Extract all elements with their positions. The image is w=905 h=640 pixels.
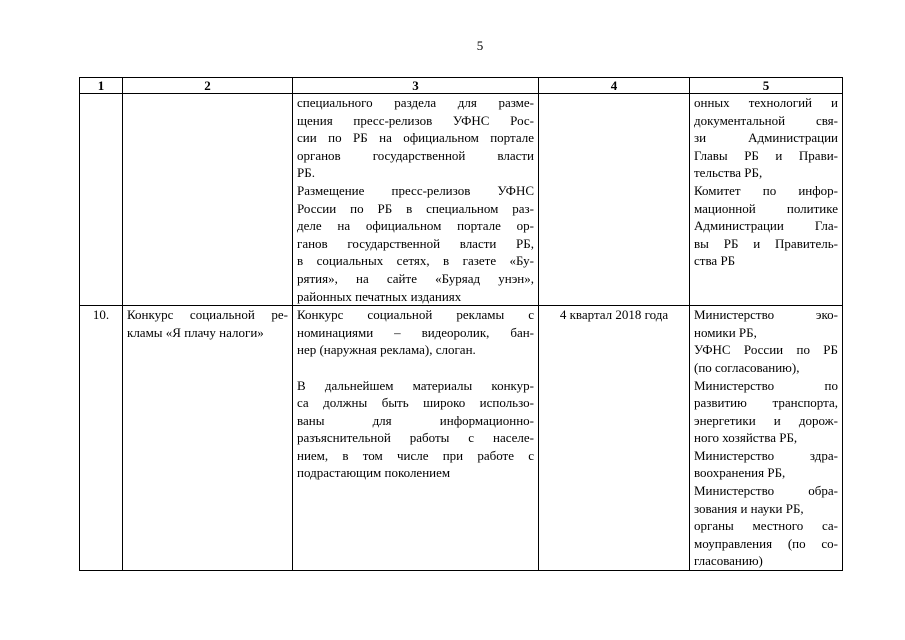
- table-row: [80, 94, 843, 306]
- event-content-cell: [293, 94, 539, 306]
- row-number-cell: 10.: [80, 306, 123, 571]
- responsible-line: ства РБ: [694, 253, 736, 269]
- content-line: Размещение пресс-релизов УФНС: [297, 182, 534, 198]
- responsible-line: Министерство здра-: [694, 447, 838, 463]
- table-header-row: [80, 78, 843, 94]
- event-name-cell: [123, 94, 293, 306]
- responsible-line: зования и науки РБ,: [694, 500, 804, 516]
- responsible-line: Министерство эко-: [694, 307, 838, 323]
- content-line: подрастающим поколением: [297, 465, 451, 481]
- responsible-line: Комитет по инфор-: [694, 182, 838, 198]
- header-col-4: 4: [539, 78, 690, 94]
- content-line: РБ.: [297, 165, 315, 181]
- responsible-line: воохранения РБ,: [694, 465, 786, 481]
- responsible-line: документальной свя-: [694, 112, 838, 128]
- content-line: районных печатных изданиях: [297, 288, 462, 304]
- responsible-line: УФНС России по РБ: [694, 342, 838, 358]
- responsible-line: Министерство по: [694, 377, 838, 393]
- content-line: деле на официальном портале ор-: [297, 218, 534, 234]
- content-line: са должны быть широко использо-: [297, 395, 534, 411]
- content-line: ваны для информационно-: [297, 412, 534, 428]
- table-row: [80, 306, 843, 571]
- name-line: кламы «Я плачу налоги»: [127, 324, 264, 340]
- content-paragraph: [297, 182, 534, 305]
- event-content-cell: [293, 306, 539, 571]
- content-line: нер (наружная реклама), слоган.: [297, 342, 476, 358]
- responsible-line: вы РБ и Правитель-: [694, 235, 838, 251]
- content-line: В дальнейшем материалы конкур-: [297, 377, 534, 393]
- content-line: разъяснительной работы с населе-: [297, 430, 534, 446]
- header-col-2: 2: [123, 78, 293, 94]
- content-line: Конкурс социальной рекламы с: [297, 307, 534, 323]
- responsible-line: зи Администрации: [694, 130, 838, 146]
- responsible-line: (по согласованию),: [694, 359, 800, 375]
- page-number: 5: [476, 38, 484, 53]
- responsible-cell: [690, 306, 843, 571]
- responsible-line: энергетики и дорож-: [694, 412, 838, 428]
- content-line: ганов государственной власти РБ,: [297, 235, 534, 251]
- content-paragraph: [297, 306, 534, 359]
- responsible-line: тельства РБ,: [694, 165, 763, 181]
- responsible-line: моуправления (по со-: [694, 535, 838, 551]
- period-cell: 4 квартал 2018 года: [539, 306, 690, 571]
- responsible-line: номики РБ,: [694, 324, 757, 340]
- responsible-line: органы местного са-: [694, 518, 838, 534]
- responsible-line: Министерство обра-: [694, 483, 838, 499]
- event-name-cell: [123, 306, 293, 571]
- content-line: рятия», на сайте «Буряад унэн»,: [297, 270, 534, 286]
- responsible-line: гласованию): [694, 553, 763, 569]
- responsible-line: Главы РБ и Прави-: [694, 147, 838, 163]
- content-line: номинациями – видеоролик, бан-: [297, 324, 534, 340]
- content-paragraph: [297, 377, 534, 483]
- responsible-line: Администрации Гла-: [694, 218, 838, 234]
- responsible-line: ного хозяйства РБ,: [694, 430, 798, 446]
- content-line: специального раздела для разме-: [297, 95, 534, 110]
- header-col-1: 1: [80, 78, 123, 94]
- plan-table: [79, 77, 843, 571]
- content-line: щения пресс-релизов УФНС Рос-: [297, 112, 534, 128]
- content-line: России по РБ в специальном раз-: [297, 200, 534, 216]
- responsible-cell: [690, 94, 843, 306]
- header-col-3: 3: [293, 78, 539, 94]
- name-line: Конкурс социальной ре-: [127, 307, 288, 323]
- content-line: сии по РБ на официальном портале: [297, 130, 534, 146]
- responsible-line: онных технологий и: [694, 95, 838, 110]
- paragraph-gap: [297, 359, 534, 377]
- content-line: в социальных сетях, в газете «Бу-: [297, 253, 534, 269]
- header-col-5: 5: [690, 78, 843, 94]
- content-paragraph: [297, 94, 534, 182]
- responsible-line: мационной политике: [694, 200, 838, 216]
- row-number-cell: [80, 94, 123, 306]
- content-line: нием, в том числе при работе с: [297, 447, 534, 463]
- period-cell: [539, 94, 690, 306]
- responsible-line: развитию транспорта,: [694, 395, 838, 411]
- content-line: органов государственной власти: [297, 147, 534, 163]
